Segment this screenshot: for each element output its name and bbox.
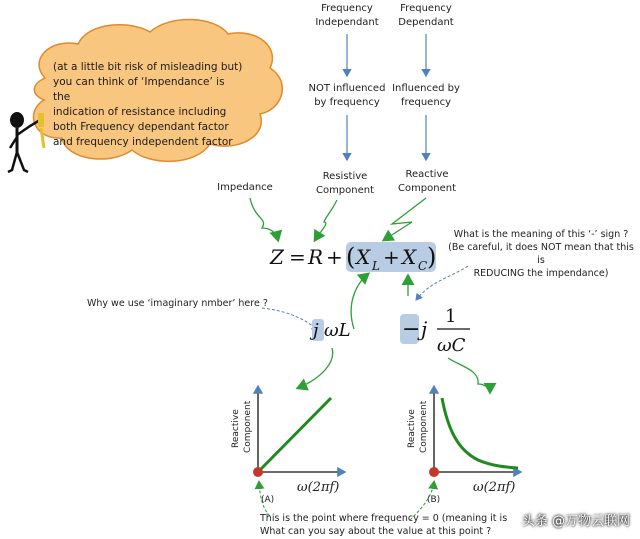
capacitive-denominator: ωC	[437, 335, 466, 356]
right-middle	[381, 82, 471, 110]
callout-line5: and frequency independent factor	[53, 136, 233, 148]
imaginary-note: Why we use ‘imaginary nmber’ here ?	[87, 298, 268, 309]
graph-a-xlabel: ω(2πf)	[297, 480, 340, 495]
graph-b-decay-curve	[442, 398, 518, 468]
formula-eq: =	[289, 245, 306, 269]
bottom-note-line1: This is the point where frequency = 0 (meaning it is	[260, 513, 508, 524]
left-header-line2: Independant	[315, 17, 379, 28]
capacitive-j: j	[421, 317, 428, 341]
stick-figure-icon	[8, 112, 44, 172]
formula-lparen: (	[346, 243, 356, 271]
formula-plus1: +	[326, 245, 343, 269]
graph-a-tag: (A)	[261, 495, 275, 505]
right-bottom-line2: Component	[397, 183, 457, 194]
left-header	[307, 2, 387, 30]
graph-b-xlabel: ω(2πf)	[473, 480, 516, 495]
graph-b	[429, 386, 521, 477]
right-middle-line2: frequency	[400, 97, 452, 108]
callout-line3: indication of resistance including	[53, 106, 227, 118]
left-bottom-line2: Component	[315, 185, 375, 196]
formula-sub-c: C	[418, 259, 428, 273]
sign-note-line3: REDUCING the impendance)	[473, 268, 609, 279]
graph-a-origin-dot	[253, 467, 263, 477]
right-header	[386, 2, 466, 30]
right-bottom	[387, 168, 467, 196]
watermark: 头条 @万物云联网	[521, 514, 630, 529]
inductive-term	[309, 320, 351, 341]
left-header-line1: Frequency	[321, 3, 373, 14]
dashed-connectors	[262, 266, 468, 330]
graph-a-linear-line	[258, 398, 331, 472]
graph-b-tag: (B)	[427, 495, 441, 505]
left-bottom-line1: Resistive	[322, 171, 368, 182]
formula-xl: X	[356, 245, 371, 269]
right-bottom-line1: Reactive	[405, 169, 449, 180]
capacitive-term	[402, 306, 470, 356]
graph-a-ylabel-2: Component	[243, 400, 253, 453]
graph-a-ylabel-1: Reactive	[231, 409, 241, 448]
graph-b-ylabel-2: Component	[419, 400, 429, 453]
left-middle-line2: by frequency	[314, 97, 380, 108]
callout-line4: both Frequency dependant factor	[53, 121, 229, 133]
formula-plus2: +	[383, 245, 400, 269]
formula-r: R	[308, 245, 324, 269]
capacitive-numerator: 1	[445, 306, 457, 327]
callout-text	[53, 60, 243, 150]
formula-xc: X	[402, 245, 417, 269]
impedance-label: Impedance	[217, 182, 273, 193]
sign-note-line2: (Be careful, it does NOT mean that this is	[448, 242, 634, 266]
right-header-line1: Frequency	[400, 3, 452, 14]
right-header-line2: Dependant	[398, 17, 454, 28]
formula-z: Z	[270, 245, 284, 269]
left-middle	[302, 82, 392, 110]
formula-sub-l: L	[372, 259, 380, 273]
inductive-j: j	[313, 320, 319, 341]
callout-line1: (at a little bit risk of misleading but)	[53, 61, 243, 73]
callout-line2: you can think of ‘Impendance’ is the	[53, 76, 225, 103]
sign-note-line1: What is the meaning of this ‘-’ sign ?	[453, 229, 629, 240]
bottom-note	[260, 512, 520, 538]
capacitive-minus: −	[402, 317, 421, 342]
left-bottom	[305, 170, 385, 198]
graph-labels	[231, 400, 515, 505]
impedance-formula	[269, 243, 436, 273]
right-middle-line1: Influenced by	[392, 83, 460, 94]
inductive-omega-l: ωL	[324, 320, 351, 341]
graph-b-origin-dot	[429, 467, 439, 477]
graph-b-ylabel-1: Reactive	[407, 409, 417, 448]
left-middle-line1: NOT influenced	[308, 83, 386, 94]
formula-rparen: )	[427, 243, 437, 271]
graph-a	[253, 386, 345, 477]
sign-note	[443, 228, 639, 280]
bottom-note-line2: What can you say about the value at this point ?	[260, 526, 492, 537]
